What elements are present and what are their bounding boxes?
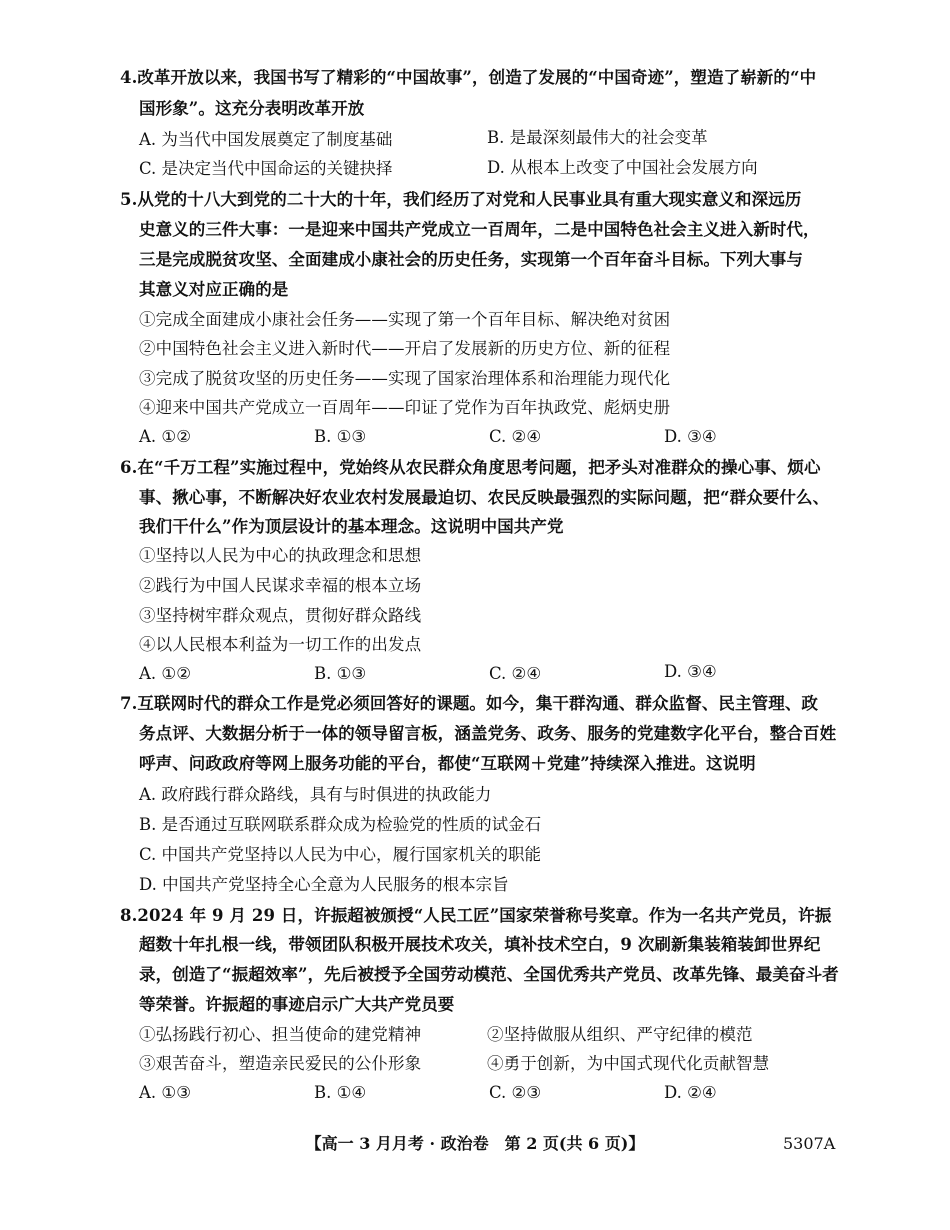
- q5-option-c: C. ②④: [489, 427, 542, 446]
- q4-option-d: D. 从根本上改变了中国社会发展方向: [487, 158, 758, 177]
- q4-stem-line-2: 国形象”。这充分表明改革开放: [139, 99, 365, 118]
- q6-option-c: C. ②④: [489, 664, 542, 683]
- q6-option-b: B. ①③: [314, 664, 367, 683]
- q8-option-b: B. ①④: [314, 1083, 367, 1102]
- q5-stem-line-2: 史意义的三件大事：一是迎来中国共产党成立一百周年，二是中国特色社会主义进入新时代，: [139, 220, 820, 239]
- q6-option-a: A. ①②: [139, 664, 191, 683]
- q6-option-d: D. ③④: [664, 662, 717, 681]
- q6-item-3: ③坚持树牢群众观点，贯彻好群众路线: [139, 606, 422, 625]
- q8-option-c: C. ②③: [489, 1083, 542, 1102]
- q8-stem-line-3: 录，创造了“振超效率”，先后被授予全国劳动模范、全国优秀共产党员、改革先锋、最美奋斗者: [139, 965, 839, 984]
- q6-stem-line-2: 事、揪心事，不断解决好农业农村发展最迫切、农民反映最强烈的实际问题，把“群众要什么、: [139, 488, 830, 507]
- q7-stem-line-3: 呼声、问政政府等网上服务功能的平台，都使“互联网＋党建”持续深入推进。这说明: [139, 754, 756, 773]
- q6-item-1: ①坚持以人民为中心的执政理念和思想: [139, 546, 422, 565]
- q7-option-a: A. 政府践行群众路线，具有与时俱进的执政能力: [139, 785, 492, 804]
- q5-option-b: B. ①③: [314, 427, 367, 446]
- q8-stem-line-2: 超数十年扎根一线，带领团队积极开展技术攻关，填补技术空白，9 次刷新集装箱装卸世界纪: [139, 935, 821, 954]
- q6-item-4: ④以人民根本利益为一切工作的出发点: [139, 635, 422, 654]
- q7-stem-line-1: 7.互联网时代的群众工作是党必须回答好的课题。如今，集干群沟通、群众监督、民主管理、政: [120, 694, 819, 713]
- q7-option-c: C. 中国共产党坚持以人民为中心，履行国家机关的职能: [139, 845, 542, 864]
- q8-item-1: ①弘扬践行初心、担当使命的建党精神: [139, 1025, 422, 1044]
- q7-option-d: D. 中国共产党坚持全心全意为人民服务的根本宗旨: [139, 875, 509, 894]
- q5-item-1: ①完成全面建成小康社会任务——实现了第一个百年目标、解决绝对贫困: [139, 310, 671, 329]
- q5-item-3: ③完成了脱贫攻坚的历史任务——实现了国家治理体系和治理能力现代化: [139, 369, 671, 388]
- q4-stem-line-1: 4.改革开放以来，我国书写了精彩的“中国故事”，创造了发展的“中国奇迹”，塑造了崭新的“中: [120, 68, 817, 87]
- q6-stem-line-3: 我们干什么”作为顶层设计的基本理念。这说明中国共产党: [139, 517, 564, 536]
- q8-stem-line-4: 等荣誉。许振超的事迹启示广大共产党员要: [139, 995, 455, 1014]
- q8-item-3: ③艰苦奋斗，塑造亲民爱民的公仆形象: [139, 1054, 422, 1073]
- q7-stem-line-2: 务点评、大数据分析于一体的领导留言板，涵盖党务、政务、服务的党建数字化平台，整合百姓: [139, 724, 837, 743]
- q4-option-a: A. 为当代中国发展奠定了制度基础: [139, 130, 393, 149]
- q5-option-a: A. ①②: [139, 427, 191, 446]
- q5-stem-line-1: 5.从党的十八大到党的二十大的十年，我们经历了对党和人民事业具有重大现实意义和深远历: [120, 190, 802, 209]
- q8-item-4: ④勇于创新，为中国式现代化贡献智慧: [487, 1054, 770, 1073]
- q4-option-b: B. 是最深刻最伟大的社会变革: [487, 128, 708, 147]
- q5-item-2: ②中国特色社会主义进入新时代——开启了发展新的历史方位、新的征程: [139, 339, 671, 358]
- q6-item-2: ②践行为中国人民谋求幸福的根本立场: [139, 576, 422, 595]
- q4-option-c: C. 是决定当代中国命运的关键抉择: [139, 159, 393, 178]
- q5-item-4: ④迎来中国共产党成立一百周年——印证了党作为百年执政党、彪炳史册: [139, 398, 671, 417]
- q5-stem-line-3: 三是完成脱贫攻坚、全面建成小康社会的历史任务，实现第一个百年奋斗目标。下列大事与: [139, 250, 803, 269]
- q5-stem-line-4: 其意义对应正确的是: [139, 280, 289, 299]
- q8-item-2: ②坚持做服从组织、严守纪律的模范: [487, 1025, 753, 1044]
- q6-stem-line-1: 6.在“千万工程”实施过程中，党始终从农民群众角度思考问题，把矛头对准群众的操心事、烦心: [120, 458, 821, 477]
- q5-option-d: D. ③④: [664, 427, 717, 446]
- q8-option-d: D. ②④: [664, 1083, 717, 1102]
- q7-option-b: B. 是否通过互联网联系群众成为检验党的性质的试金石: [139, 815, 542, 834]
- q8-option-a: A. ①③: [139, 1083, 191, 1102]
- paper-code: 5307A: [783, 1134, 836, 1153]
- q8-stem-line-1: 8.2024 年 9 月 29 日，许振超被颁授“人民工匠”国家荣誉称号奖章。作为一名共产党员，许振: [120, 906, 832, 925]
- page-footer-title: 【高一 3 月月考 · 政治卷 第 2 页(共 6 页)】: [305, 1134, 645, 1153]
